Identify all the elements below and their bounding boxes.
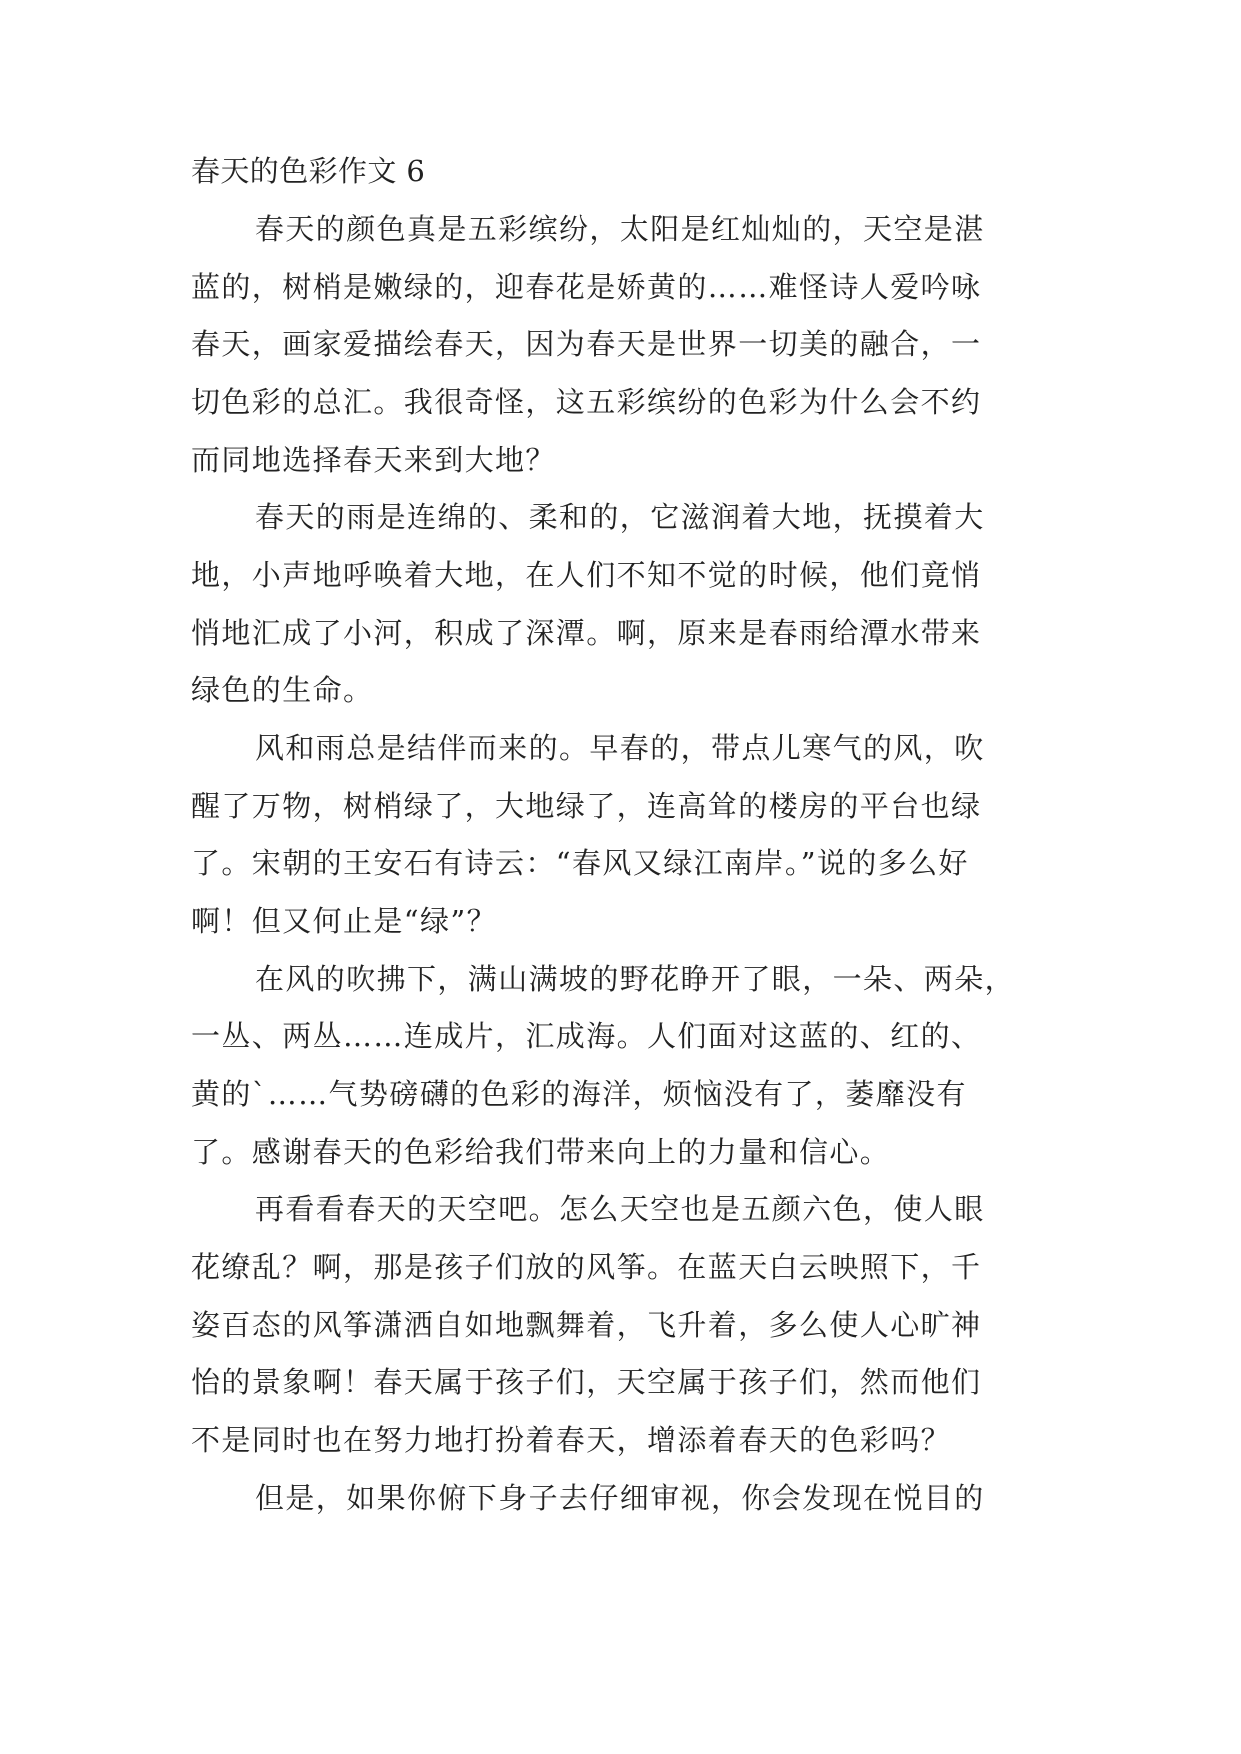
paragraph-5-line-5: 不是同时也在努力地打扮着春天，增添着春天的色彩吗？ xyxy=(191,1423,952,1457)
paragraph-4-line-4: 了。感谢春天的色彩给我们带来向上的力量和信心。 xyxy=(191,1135,891,1169)
paragraph-3-line-3: 了。宋朝的王安石有诗云：“春风又绿江南岸。”说的多么好 xyxy=(191,846,969,880)
paragraph-5-line-3: 姿百态的风筝潇洒自如地飘舞着，飞升着，多么使人心旷神 xyxy=(191,1308,982,1342)
paragraph-4-line-3: 黄的`……气势磅礴的色彩的海洋，烦恼没有了，萎靡没有 xyxy=(191,1077,967,1111)
paragraph-3-line-2: 醒了万物，树梢绿了，大地绿了，连高耸的楼房的平台也绿 xyxy=(191,789,982,823)
paragraph-3-line-1: 风和雨总是结伴而来的。早春的，带点儿寒气的风，吹 xyxy=(255,731,985,765)
paragraph-1-line-2: 蓝的，树梢是嫩绿的，迎春花是娇黄的……难怪诗人爱吟咏 xyxy=(191,270,982,304)
paragraph-1-line-5: 而同地选择春天来到大地？ xyxy=(191,443,556,477)
paragraph-1-line-1: 春天的颜色真是五彩缤纷，太阳是红灿灿的，天空是湛 xyxy=(255,212,985,246)
paragraph-4-line-2: 一丛、两丛……连成片，汇成海。人们面对这蓝的、红的、 xyxy=(191,1019,982,1053)
paragraph-5-line-4: 怡的景象啊！春天属于孩子们，天空属于孩子们，然而他们 xyxy=(191,1365,982,1399)
paragraph-5-line-1: 再看看春天的天空吧。怎么天空也是五颜六色，使人眼 xyxy=(255,1192,985,1226)
paragraph-1-line-4: 切色彩的总汇。我很奇怪，这五彩缤纷的色彩为什么会不约 xyxy=(191,385,982,419)
paragraph-2-line-1: 春天的雨是连绵的、柔和的，它滋润着大地，抚摸着大 xyxy=(255,500,985,534)
paragraph-6-line-1: 但是，如果你俯下身子去仔细审视，你会发现在悦目的 xyxy=(255,1481,985,1515)
paragraph-5-line-2: 花缭乱？啊，那是孩子们放的风筝。在蓝天白云映照下，千 xyxy=(191,1250,982,1284)
paragraph-2-line-3: 悄地汇成了小河，积成了深潭。啊，原来是春雨给潭水带来 xyxy=(191,616,982,650)
paragraph-3-line-4: 啊！但又何止是“绿”？ xyxy=(191,904,498,938)
paragraph-1-line-3: 春天，画家爱描绘春天，因为春天是世界一切美的融合，一 xyxy=(191,327,982,361)
paragraph-4-line-1: 在风的吹拂下，满山满坡的野花睁开了眼，一朵、两朵， xyxy=(255,962,1016,996)
paragraph-2-line-2: 地，小声地呼唤着大地，在人们不知不觉的时候，他们竟悄 xyxy=(191,558,982,592)
document-title: 春天的色彩作文 6 xyxy=(191,154,426,188)
paragraph-2-line-4: 绿色的生命。 xyxy=(191,673,374,707)
